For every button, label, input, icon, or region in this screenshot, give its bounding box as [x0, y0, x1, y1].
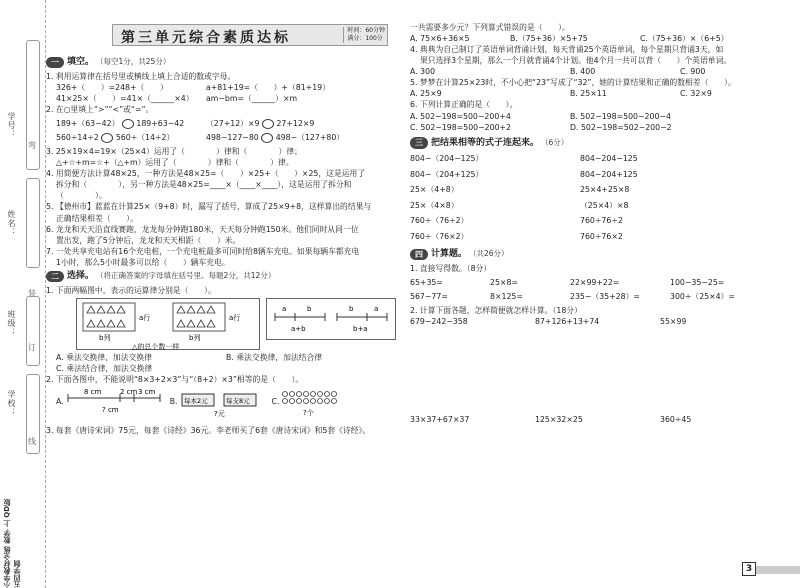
price-label: 每本2元	[183, 396, 208, 405]
match-item[interactable]: 804−204+125	[580, 169, 638, 179]
segment-label: 8 cm	[83, 387, 102, 396]
option-a-figure	[64, 386, 164, 418]
section-title: 选择。	[67, 270, 95, 281]
mental-math-item[interactable]: 235−（35+28）=	[570, 292, 640, 302]
matching-area	[410, 151, 790, 244]
mental-math-item[interactable]: 65+35=	[410, 278, 443, 288]
mental-math-item[interactable]: 8×125=	[490, 292, 523, 302]
section-note: （6分）	[541, 137, 569, 147]
calc-row	[410, 414, 790, 425]
question-text: 一共需要多少元？下列算式错误的是（ ）。	[410, 23, 570, 32]
calc-item[interactable]: 679−242−358	[410, 317, 468, 327]
mental-math-item[interactable]: 22×99+22=	[570, 278, 620, 288]
option-c[interactable]: C. 乘法结合律，加法交换律	[56, 363, 153, 373]
segment-label: a	[374, 304, 379, 313]
section-fill-in	[46, 56, 401, 69]
match-item[interactable]: 760÷76×2	[580, 231, 623, 241]
right-column	[410, 22, 790, 425]
options-row	[410, 111, 790, 122]
section-number: 一	[46, 57, 64, 68]
name-field[interactable]	[26, 178, 40, 268]
blank-expression[interactable]: a+81+19=（ ）+（81+19）	[206, 82, 330, 92]
options-row	[410, 66, 790, 77]
option-b[interactable]: B. 乘法交换律，加法结合律	[226, 352, 323, 362]
question-text: 2. 下面各图中，不能说明“8×3+2×3”与“（8+2）×3”相等的是（ ）。	[46, 374, 304, 384]
calc-item[interactable]: 87+126+13+74	[535, 317, 600, 327]
match-item[interactable]: 760÷（76×2）	[410, 231, 469, 241]
option-a[interactable]: A. 乘法交换律，加法交换律	[56, 352, 152, 362]
question-text: 1. 利用运算律在括号里或横线上填上合适的数或字母。	[46, 71, 236, 81]
option-c[interactable]: C. 900	[680, 67, 706, 77]
mental-math-item[interactable]: 25×8=	[490, 278, 518, 288]
cut-mark: 弯	[28, 141, 36, 150]
question-text: 7. 一处共享充电站有16个充电桩，一个充电桩最多可同时给8辆车充电。如果每辆车都充电	[46, 246, 360, 256]
expression: 189+（63−42）	[56, 119, 120, 129]
option-a[interactable]: A. 75×6+36×5	[410, 34, 470, 44]
exam-score: 满分：100分	[347, 35, 383, 42]
question-text: 1. 下面两幅图中，表示的运算律分别是（ ）。	[46, 285, 216, 295]
expression: 27+12×9	[276, 119, 315, 129]
options-row	[410, 33, 790, 44]
segment-svg	[267, 299, 397, 341]
section-choice	[46, 270, 401, 283]
option-a[interactable]: A. 25×9	[410, 89, 442, 99]
expression: 498−127−80	[206, 133, 259, 143]
compare-circle[interactable]	[262, 119, 274, 129]
option-a[interactable]: A. 502−198=500−200+4	[410, 111, 511, 121]
option-b[interactable]: B. 502−198=500−200−4	[570, 111, 671, 121]
count-label: ?个	[303, 408, 315, 417]
school-label: 学校：	[7, 390, 16, 417]
options-row	[410, 88, 790, 99]
triangle-figure	[76, 298, 260, 350]
segment-label: 2 cm	[119, 387, 138, 396]
section-title: 把结果相等的式子连起来。	[431, 137, 540, 148]
segment-label: a	[282, 304, 287, 313]
section-number: 二	[46, 271, 64, 282]
triangle-grid-svg	[77, 299, 261, 351]
question-text: 2. 计算下面各题，怎样简便就怎样计算。（18分）	[410, 306, 582, 316]
segment-label: a+b	[291, 324, 306, 333]
price-label: ?元	[213, 409, 225, 418]
expression: 498−（127+80）	[275, 133, 345, 143]
question-text: 2. 在○里填上“>”“<”或“=”。	[46, 104, 154, 114]
section-number: 四	[410, 249, 428, 260]
option-b-figure	[178, 386, 268, 418]
section-matching	[410, 137, 790, 150]
binding-sidebar	[0, 0, 46, 588]
page-strip	[756, 566, 800, 574]
row-label: a行	[229, 313, 241, 322]
question-text: 4. 典典为自己制订了英语单词背诵计划，每天背诵25个英语单词，每个星期只背诵3天，如	[410, 45, 724, 55]
option-c-figure	[279, 386, 339, 418]
expression: 560÷14÷2	[56, 133, 99, 143]
calc-item[interactable]: 55×99	[660, 317, 687, 327]
question-text: 1小时，那么5小时最多可以给（ ）辆车充电。	[56, 257, 230, 267]
class-field[interactable]	[26, 296, 40, 366]
question-row	[46, 82, 401, 93]
match-item[interactable]: （25×4）×8	[580, 200, 629, 210]
options-row	[410, 122, 790, 133]
option-b[interactable]: B. 400	[570, 67, 596, 77]
expression: 560÷（14÷2）	[115, 133, 175, 143]
section-title: 计算题。	[431, 249, 468, 260]
mental-math-row	[410, 291, 790, 302]
option-b[interactable]: B. 25×11	[570, 89, 607, 99]
match-item[interactable]: 804−（204−125）	[410, 154, 484, 164]
options-row	[46, 363, 401, 374]
segment-label: b	[349, 304, 354, 313]
mental-math-item[interactable]: 100−35−25=	[670, 278, 725, 288]
segment-label: 3 cm	[137, 387, 156, 396]
options-row	[46, 352, 401, 363]
blank-expression[interactable]: am−bm=（______）×m	[206, 93, 298, 103]
segment-figure	[266, 298, 396, 340]
col-label: b列	[189, 333, 201, 342]
match-item[interactable]: 760÷（76÷2）	[410, 216, 469, 226]
question-text: 6. 下列计算正确的是（ ）。	[410, 100, 518, 110]
left-column	[46, 54, 401, 436]
figure-row	[76, 298, 401, 350]
row-label: a行	[139, 313, 151, 322]
match-item[interactable]: 804−（204+125）	[410, 169, 484, 179]
page-number: 3	[742, 562, 756, 576]
matching-left	[410, 151, 580, 244]
question-row	[46, 93, 401, 104]
match-item[interactable]: 760÷76÷2	[580, 216, 623, 226]
calc-row	[410, 316, 790, 414]
blank-expression[interactable]: 326+（ ）=248+（ ）	[56, 82, 168, 92]
expression: （27+12）×9	[206, 119, 260, 129]
question-text: 置出发，跑了5分钟后，龙龙和天天相距（ ）米。	[56, 235, 241, 245]
figure-options-row	[46, 385, 401, 419]
mental-math-row	[410, 277, 790, 288]
question-text: 3. 每套《唐诗宋词》75元，每套《诗经》36元。李老师买了6套《唐诗宋词》和5套《诗经》。	[46, 425, 371, 435]
exam-time: 时间：60分钟	[347, 27, 385, 34]
question-text: 6. 龙龙和天天沿直线赛跑，龙龙每分钟跑180米，天天每分钟跑150米。他们同时从同一位	[46, 224, 359, 234]
title-banner	[112, 24, 388, 46]
question-text: 5. 【德州市】蓝蓝在计算25×（9+8）时，漏写了括号，算成了25×9+8，这样算出的结果与	[46, 202, 372, 212]
match-item[interactable]: 25×（4+8）	[410, 185, 459, 195]
question-text: △+☆+m=☆+（△+m）运用了（ ）律和（ ）律。	[56, 158, 294, 168]
expression: 189+63−42	[136, 119, 185, 129]
segment-label: b+a	[353, 324, 368, 333]
blank-expression[interactable]: 41×25×（ ）=41×（______×4）	[56, 93, 194, 103]
matching-right	[580, 151, 638, 244]
option-b[interactable]: B.	[169, 397, 178, 407]
question-text: 拆分和（ ），另一种方法是48×25=____×（____×____），这是运用了拆分和	[56, 180, 352, 190]
segment-label: b	[307, 304, 312, 313]
option-d[interactable]: D. 502−198=502−200−2	[570, 122, 672, 132]
section-number: 三	[410, 137, 428, 148]
class-label: 班级：	[7, 310, 16, 337]
figure-caption: △的总个数一样	[132, 342, 180, 351]
question-text: 1. 直接写得数。（8分）	[410, 264, 492, 274]
match-item[interactable]: 25×4+25×8	[580, 185, 630, 195]
option-c[interactable]: C. 502−198=500−200+2	[410, 122, 512, 132]
option-a[interactable]: A. 300	[410, 67, 436, 77]
calc-item[interactable]: 360÷45	[660, 415, 692, 425]
calc-item[interactable]: 125×32×25	[535, 415, 583, 425]
col-label: b列	[99, 333, 111, 342]
mental-math-item[interactable]: 567−77=	[410, 292, 448, 302]
cut-mark: 订	[28, 343, 36, 352]
match-item[interactable]: 804−204−125	[580, 154, 638, 164]
question-text: 5. 梦梦在计算25×23时，不小心把“23”写成了“32”，她的计算结果和正确的数相差（ ）。	[410, 78, 736, 88]
page-title: 第三单元综合素质达标	[121, 30, 291, 46]
segment-label: ? cm	[101, 405, 119, 414]
name-label: 姓名：	[7, 210, 16, 237]
section-note: （共26分）	[469, 249, 509, 259]
option-c[interactable]: C. 32×9	[680, 89, 712, 99]
section-title: 填空。	[67, 57, 95, 67]
question-text: 4. 用简便方法计算48×25，一种方法是48×25=（ ）×25+（ ）×25，这是运用了	[46, 169, 366, 179]
option-a[interactable]: A.	[56, 397, 64, 407]
question-text: 果只选择3个星期，那么一个月就背诵4个计划。他4个月一共可以背（ ）个英语单词。	[420, 56, 732, 66]
cut-mark: 装	[28, 289, 36, 298]
option-b[interactable]: B.（75+36）×5+75	[510, 34, 588, 44]
option-c[interactable]: C.	[271, 397, 280, 407]
price-label: 每支8元	[225, 396, 250, 405]
compare-circle[interactable]	[122, 119, 134, 129]
section-calculation	[410, 248, 790, 261]
mental-math-item[interactable]: 300÷（25×4）=	[670, 292, 735, 302]
option-c[interactable]: C.（75+36）×（6+5）	[640, 34, 729, 44]
cut-mark: 线	[28, 437, 36, 446]
question-text: （ ）。	[56, 191, 107, 201]
question-text: 3. 25×19×4=19×（25×4）运用了（ ）律和（ ）律；	[46, 147, 302, 157]
compare-row	[46, 118, 401, 129]
student-number-label: 学号：	[7, 112, 16, 139]
exam-meta	[343, 27, 385, 43]
question-text: 正确结果相差（ ）。	[56, 213, 138, 223]
match-item[interactable]: 25×（4×8）	[410, 200, 459, 210]
compare-row	[46, 132, 401, 143]
section-note: （将正确答案的字母填在括号里。每题2分，共12分）	[96, 270, 276, 280]
book-brand: 小学教材全练 数学 上 QD版 五四学制	[3, 498, 21, 588]
section-note: （每空1分，共25分）	[96, 57, 171, 67]
compare-circle[interactable]	[261, 133, 273, 143]
calc-item[interactable]: 33×37+67×37	[410, 415, 470, 425]
compare-circle[interactable]	[101, 133, 113, 143]
